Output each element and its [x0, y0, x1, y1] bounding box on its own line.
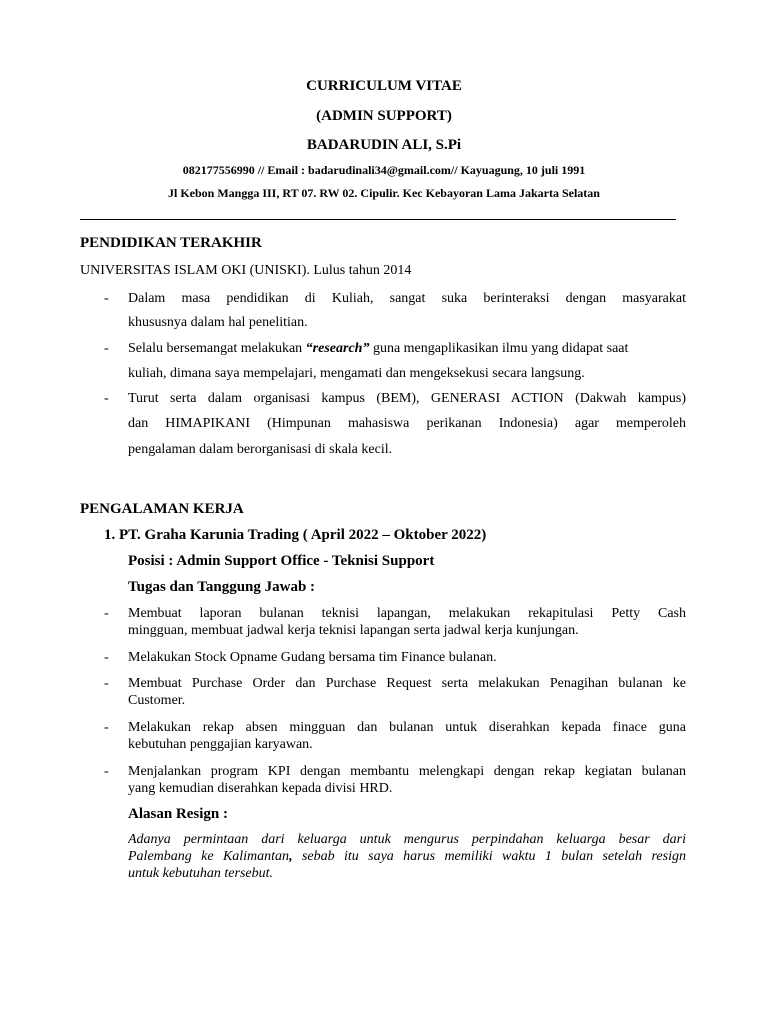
cv-title: CURRICULUM VITAE: [306, 78, 462, 94]
resign-heading: Alasan Resign :: [128, 806, 229, 822]
bullet-dash: -: [104, 720, 109, 735]
bullet-dash: -: [104, 764, 109, 779]
duties-heading: Tugas dan Tanggung Jawab :: [128, 579, 316, 595]
duty-4-line-2: kebutuhan penggajian karyawan.: [128, 737, 313, 752]
duty-4-line-1: Melakukan rekap absen mingguan dan bulanan untuk diserahkan kepada finace guna: [128, 720, 686, 735]
education-bullet-1-line-2: khususnya dalam hal penelitian.: [128, 315, 308, 330]
education-bullet-1-line-1: Dalam masa pendidikan di Kuliah, sangat suka berinteraksi dengan masyarakat: [128, 291, 686, 306]
bullet-dash: -: [104, 341, 109, 356]
duty-5-line-1: Menjalankan program KPI dengan membantu melengkapi dengan rekap kegiatan bulanan: [128, 764, 686, 779]
education-bullet-2-line-1: Selalu bersemangat melakukan “research” guna mengaplikasikan ilmu yang didapat saat: [128, 341, 629, 356]
position-line: Posisi : Admin Support Office - Teknisi Support: [128, 553, 435, 569]
duty-2: Melakukan Stock Opname Gudang bersama tim Finance bulanan.: [128, 650, 497, 665]
header-divider: [80, 219, 676, 220]
resign-line-3: untuk kebutuhan tersebut.: [128, 866, 274, 881]
resign-line-1: Adanya permintaan dari keluarga untuk mengurus perpindahan keluarga besar dari: [128, 832, 686, 847]
bullet-dash: -: [104, 650, 109, 665]
bullet-dash: -: [104, 291, 109, 306]
address-line: Jl Kebon Mangga III, RT 07. RW 02. Cipulir. Kec Kebayoran Lama Jakarta Selatan: [168, 186, 600, 200]
resign-line-2: Palembang ke Kalimantan, sebab itu saya harus memiliki waktu 1 bulan setelah resign: [128, 849, 686, 864]
cv-name: BADARUDIN ALI, S.Pi: [306, 137, 462, 153]
cv-subtitle: (ADMIN SUPPORT): [316, 108, 452, 124]
education-bullet-3-line-1: Turut serta dalam organisasi kampus (BEM), GENERASI ACTION (Dakwah kampus): [128, 391, 686, 406]
duty-5-line-2: yang kemudian diserahkan kepada divisi HRD.: [128, 781, 393, 796]
bullet-dash: -: [104, 676, 109, 691]
company-line: 1. PT. Graha Karunia Trading ( April 2022 – Oktober 2022): [104, 527, 487, 543]
duty-1-line-1: Membuat laporan bulanan teknisi lapangan, melakukan rekapitulasi Petty Cash: [128, 606, 686, 621]
research-emphasis: “research”: [305, 341, 370, 356]
bullet-dash: -: [104, 606, 109, 621]
education-heading: PENDIDIKAN TERAKHIR: [80, 235, 262, 251]
education-institution: UNIVERSITAS ISLAM OKI (UNISKI). Lulus tahun 2014: [80, 263, 412, 278]
education-bullet-2-line-2: kuliah, dimana saya mempelajari, mengamati dan mengeksekusi secara langsung.: [128, 366, 585, 381]
duty-1-line-2: mingguan, membuat jadwal kerja teknisi lapangan serta jadwal kerja kunjungan.: [128, 623, 579, 638]
experience-heading: PENGALAMAN KERJA: [80, 501, 244, 517]
contact-line: 082177556990 // Email : badarudinali34@gmail.com// Kayuagung, 10 juli 1991: [182, 163, 586, 177]
education-bullet-3-line-3: pengalaman dalam berorganisasi di skala kecil.: [128, 442, 393, 457]
education-bullet-3-line-2: dan HIMAPIKANI (Himpunan mahasiswa perikanan Indonesia) agar memperoleh: [128, 416, 686, 431]
duty-3-line-1: Membuat Purchase Order dan Purchase Request serta melakukan Penagihan bulanan ke: [128, 676, 686, 691]
duty-3-line-2: Customer.: [128, 693, 186, 708]
bullet-dash: -: [104, 391, 109, 406]
